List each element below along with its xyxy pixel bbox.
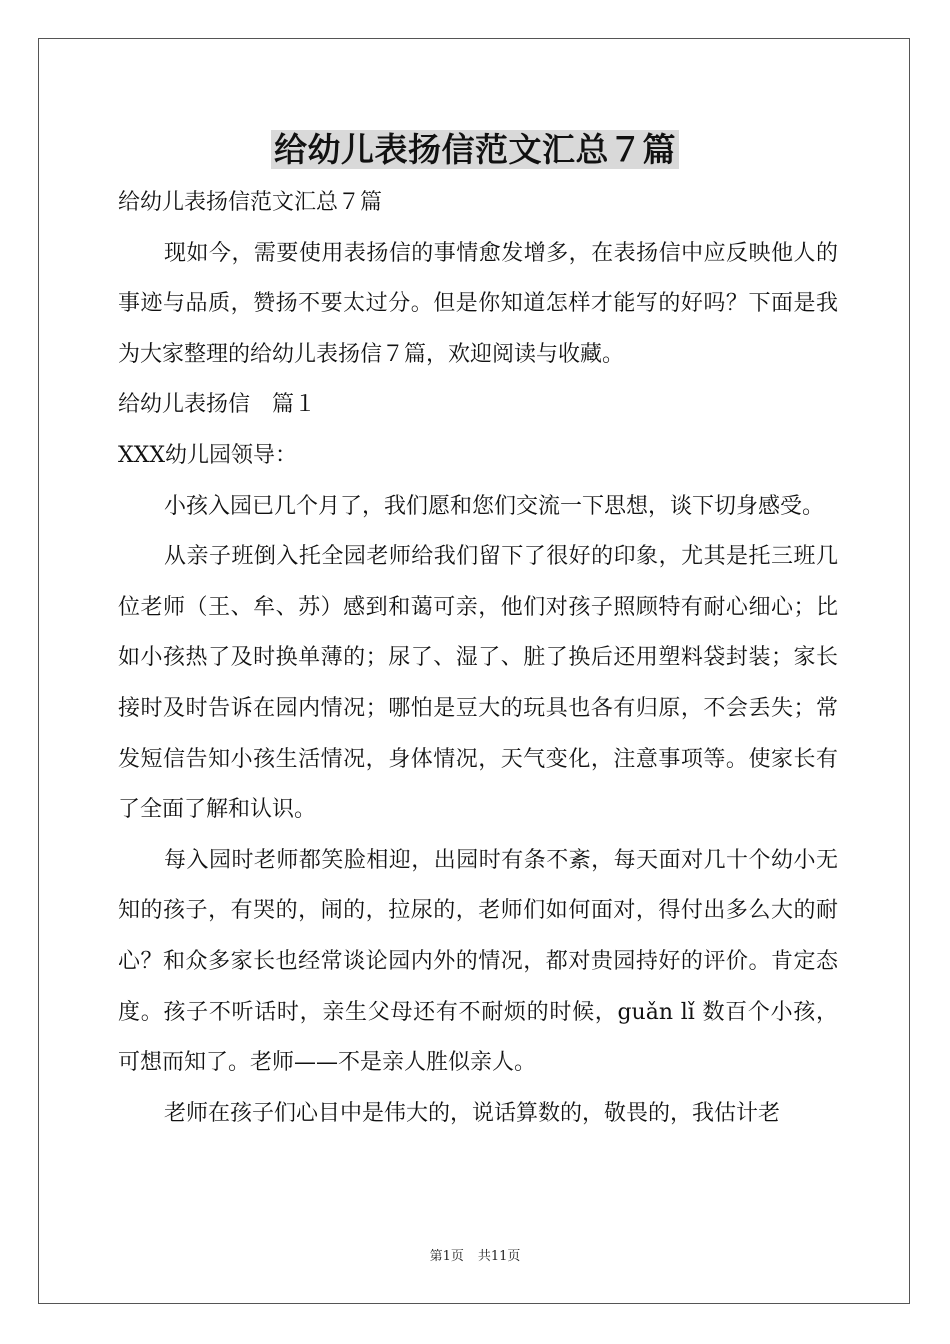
section-heading: 给幼儿表扬信 篇１ xyxy=(118,392,317,418)
salutation: XXX幼儿园领导： xyxy=(118,442,297,468)
paragraph: 每入园时老师都笑脸相迎，出园时有条不紊，每天面对几十个幼小无知的孩子，有哭的，闹的，拉尿的，老师们如何面对，得付出多么大的耐心？和众多家长也经常谈论园内外的情况，都对贵园持好的评价。肯定态度。孩子不听话时，亲生父母还有不耐烦的时候，guǎn lǐ 数百个小孩，可想而知了。老师——不是亲人胜似亲人。 xyxy=(118,847,838,1076)
paragraph: 老师在孩子们心目中是伟大的，说话算数的，敬畏的，我估计老 xyxy=(164,1100,781,1126)
document-title xyxy=(0,128,950,172)
paragraph: 从亲子班倒入托全园老师给我们留下了很好的印象，尤其是托三班几位老师（王、牟、苏）感到和蔼可亲，他们对孩子照顾特有耐心细心；比如小孩热了及时换单薄的；尿了、湿了、脏了换后还用塑料袋封装；家长接时及时告诉在园内情况；哪怕是豆大的玩具也各有归原，不会丢失；常发短信告知小孩生活情况，身体情况，天气变化，注意事项等。使家长有了全面了解和认识。 xyxy=(118,544,838,823)
document-title-text: 给幼儿表扬信范文汇总７篇 xyxy=(271,130,679,169)
paragraph: 小孩入园已几个月了，我们愿和您们交流一下思想，谈下切身感受。 xyxy=(164,493,825,519)
page-footer xyxy=(0,1248,950,1266)
page-number-current: 第1页 xyxy=(429,1249,464,1264)
page-number-total: 共11页 xyxy=(477,1249,521,1264)
paragraph-intro: 现如今，需要使用表扬信的事情愈发增多，在表扬信中应反映他人的事迹与品质，赞扬不要太过分。但是你知道怎样才能写的好吗？下面是我为大家整理的给幼儿表扬信７篇，欢迎阅读与收藏。 xyxy=(118,240,838,367)
document-subtitle: 给幼儿表扬信范文汇总７篇 xyxy=(118,190,383,215)
document-body xyxy=(118,178,838,1139)
